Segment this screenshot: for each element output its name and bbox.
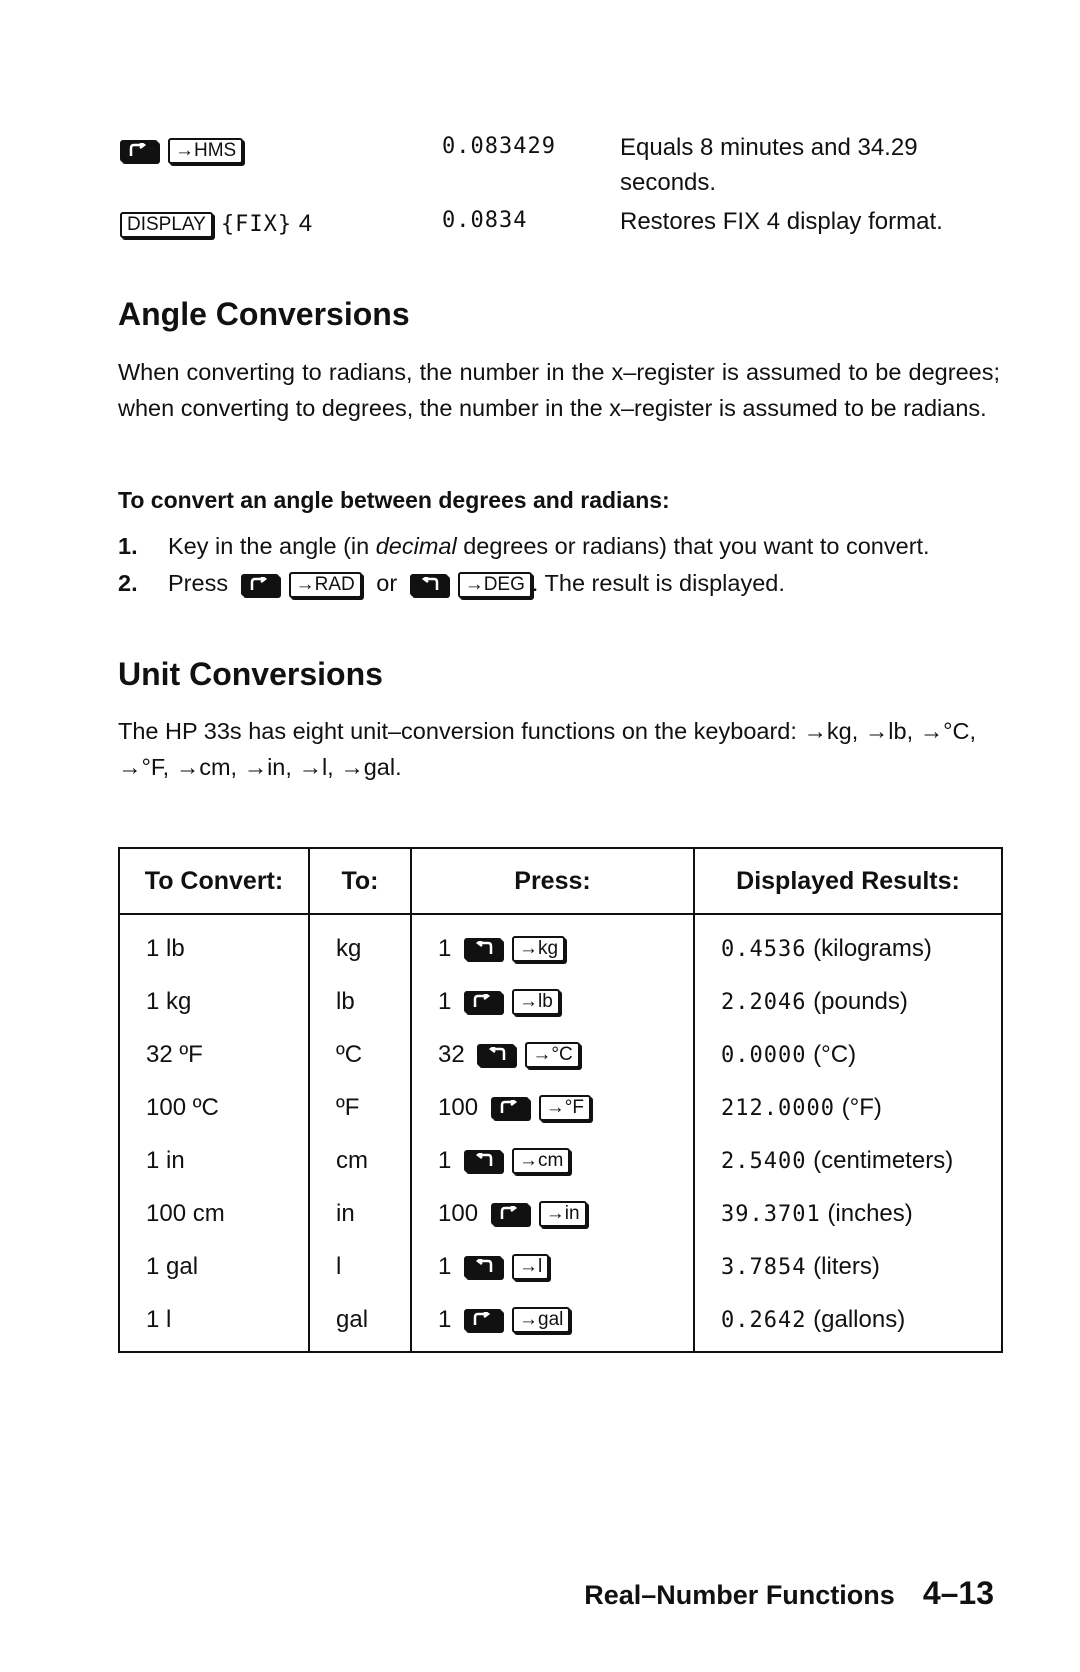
step-text: . The result is displayed. xyxy=(531,570,785,596)
convert-to: ºC xyxy=(309,1028,411,1081)
conversion-key: →cm xyxy=(512,1148,570,1174)
step-number: 2. xyxy=(118,570,138,596)
left-shift-key-icon xyxy=(477,1044,515,1066)
step-text: Press xyxy=(168,570,229,596)
step-emphasis: decimal xyxy=(375,533,457,559)
display-value: 0.0000 xyxy=(721,1042,807,1068)
displayed-result xyxy=(694,1240,1002,1293)
description: Equals 8 minutes and 34.29 seconds. xyxy=(620,134,918,196)
display-value: 0.083429 xyxy=(442,134,556,159)
col-header-to: To: xyxy=(309,848,411,914)
displayed-result xyxy=(694,1134,1002,1187)
displayed-result xyxy=(694,1081,1002,1134)
press-keys xyxy=(411,1187,694,1240)
step-text: or xyxy=(376,570,398,596)
conversion-key: →°C xyxy=(525,1042,579,1068)
table-row xyxy=(119,1081,1002,1134)
result-unit: (kilograms) xyxy=(813,934,932,962)
press-number: 1 xyxy=(438,934,452,962)
display-value: 0.4536 xyxy=(721,936,807,962)
display-value: 2.5400 xyxy=(721,1148,807,1174)
result-unit: (pounds) xyxy=(813,987,908,1015)
left-shift-key-icon xyxy=(464,938,502,960)
page-number: 4–13 xyxy=(922,1575,994,1611)
press-number: 1 xyxy=(438,1146,452,1174)
conversion-key: →°F xyxy=(539,1095,591,1121)
right-shift-key-icon xyxy=(491,1203,529,1225)
section-heading-angle: Angle Conversions xyxy=(118,296,410,332)
press-keys xyxy=(411,1028,694,1081)
convert-from: 1 l xyxy=(119,1293,309,1352)
display-value: 0.2642 xyxy=(721,1307,807,1333)
press-keys xyxy=(411,1293,694,1352)
press-keys xyxy=(411,914,694,975)
conversion-key: →lb xyxy=(512,989,560,1015)
convert-from: 1 lb xyxy=(119,914,309,975)
displayed-result xyxy=(694,1028,1002,1081)
step-2 xyxy=(118,570,785,598)
hms-key: →HMS xyxy=(168,138,243,164)
display-key: DISPLAY xyxy=(120,212,213,238)
display-value: 212.0000 xyxy=(721,1095,835,1121)
step-text: degrees or radians) that you want to convert. xyxy=(456,533,930,559)
conversion-key: →in xyxy=(539,1201,587,1227)
displayed-result xyxy=(694,1293,1002,1352)
convert-from: 100 cm xyxy=(119,1187,309,1240)
unit-conversion-table xyxy=(118,847,1003,1353)
angle-subheading: To convert an angle between degrees and radians: xyxy=(118,487,670,513)
conversion-key: →kg xyxy=(512,936,565,962)
press-keys xyxy=(411,1081,694,1134)
convert-to: l xyxy=(309,1240,411,1293)
press-number: 1 xyxy=(438,987,452,1015)
result-unit: (centimeters) xyxy=(813,1146,954,1174)
description: Restores FIX 4 display format. xyxy=(620,208,943,235)
table-row xyxy=(119,975,1002,1028)
press-number: 100 xyxy=(438,1093,479,1121)
convert-from: 32 ºF xyxy=(119,1028,309,1081)
convert-to: lb xyxy=(309,975,411,1028)
table-row xyxy=(119,1240,1002,1293)
press-number: 1 xyxy=(438,1252,452,1280)
displayed-result xyxy=(694,914,1002,975)
step-text: Key in the angle (in xyxy=(168,533,376,559)
display-value: 39.3701 xyxy=(721,1201,821,1227)
rad-key: →RAD xyxy=(289,572,362,598)
table-row xyxy=(119,1028,1002,1081)
page-footer xyxy=(584,1575,994,1612)
display-value: 2.2046 xyxy=(721,989,807,1015)
left-shift-key-icon xyxy=(464,1256,502,1278)
col-header-from: To Convert: xyxy=(119,848,309,914)
footer-section-title: Real–Number Functions xyxy=(584,1580,895,1610)
right-shift-key-icon xyxy=(491,1097,529,1119)
table-row xyxy=(119,1187,1002,1240)
table-row xyxy=(119,1134,1002,1187)
step-1 xyxy=(118,533,930,560)
result-unit: (inches) xyxy=(827,1199,913,1227)
display-value: 0.0834 xyxy=(442,208,528,233)
right-shift-key-icon xyxy=(120,140,158,162)
display-value: 3.7854 xyxy=(721,1254,807,1280)
convert-from: 1 gal xyxy=(119,1240,309,1293)
fix-arg: 4 xyxy=(298,210,313,237)
convert-to: gal xyxy=(309,1293,411,1352)
step-number: 1. xyxy=(118,533,138,559)
right-shift-key-icon xyxy=(464,991,502,1013)
table-row xyxy=(119,1293,1002,1352)
right-shift-key-icon xyxy=(464,1309,502,1331)
convert-from: 1 in xyxy=(119,1134,309,1187)
table-header-row xyxy=(119,848,1002,914)
displayed-result xyxy=(694,1187,1002,1240)
conversion-key: →l xyxy=(512,1254,549,1280)
conversion-key: →gal xyxy=(512,1307,570,1333)
press-number: 100 xyxy=(438,1199,479,1227)
convert-to: kg xyxy=(309,914,411,975)
result-unit: (°F) xyxy=(841,1093,882,1121)
left-shift-key-icon xyxy=(464,1150,502,1172)
convert-from: 100 ºC xyxy=(119,1081,309,1134)
left-shift-key-icon xyxy=(410,574,448,596)
convert-from: 1 kg xyxy=(119,975,309,1028)
col-header-results: Displayed Results: xyxy=(694,848,1002,914)
press-number: 1 xyxy=(438,1305,452,1333)
press-keys xyxy=(411,1240,694,1293)
deg-key: →DEG xyxy=(458,572,532,598)
col-header-press: Press: xyxy=(411,848,694,914)
displayed-result xyxy=(694,975,1002,1028)
result-unit: (gallons) xyxy=(813,1305,906,1333)
result-unit: (liters) xyxy=(813,1252,880,1280)
fix-menu: {FIX} xyxy=(220,212,293,237)
press-number: 32 xyxy=(438,1040,465,1068)
convert-to: in xyxy=(309,1187,411,1240)
press-keys xyxy=(411,1134,694,1187)
angle-intro: When converting to radians, the number in the x–register is assumed to be degrees; when converting to degrees, the number in the x–register is assumed to be radians. xyxy=(118,359,1000,421)
press-keys xyxy=(411,975,694,1028)
section-heading-unit: Unit Conversions xyxy=(118,656,383,692)
table-row xyxy=(119,914,1002,975)
convert-to: ºF xyxy=(309,1081,411,1134)
unit-intro: The HP 33s has eight unit–conversion functions on the keyboard: →kg, →lb, →°C, →°F, →cm, →in, →l, →gal. xyxy=(118,718,977,780)
right-shift-key-icon xyxy=(241,574,279,596)
result-unit: (°C) xyxy=(813,1040,857,1068)
convert-to: cm xyxy=(309,1134,411,1187)
